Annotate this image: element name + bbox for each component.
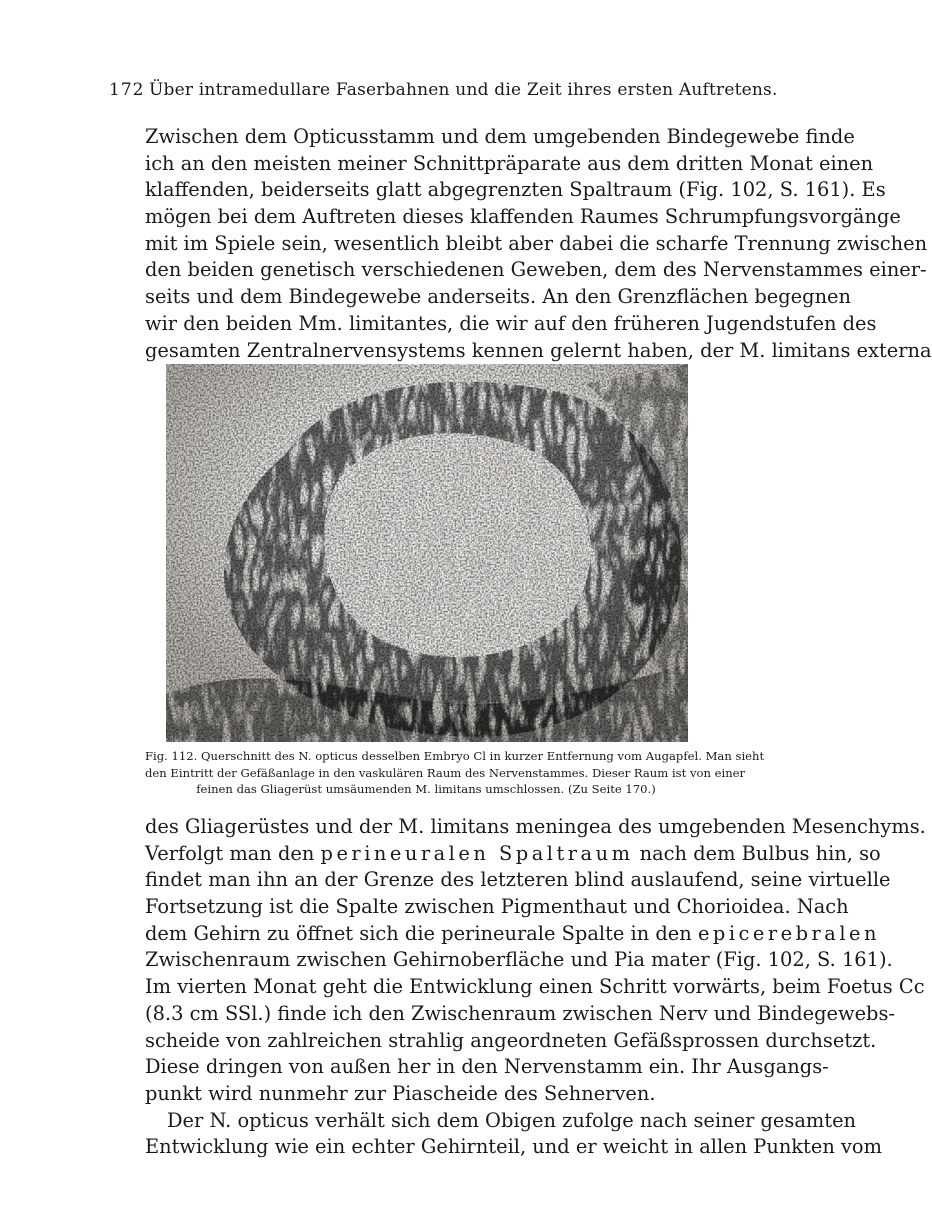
text-line: des Gliagerüstes und der M. limitans meningea des umgebenden Mesenchyms. bbox=[145, 815, 926, 838]
spaced-term: perineuralen Spaltraum bbox=[320, 841, 634, 865]
text-line: Im vierten Monat geht die Entwicklung einen Schritt vorwärts, beim Foetus Cc bbox=[145, 975, 925, 999]
text-line: Zwischen dem Opticusstamm und dem umgebenden Bindegewebe finde bbox=[145, 125, 855, 148]
paragraph-1 bbox=[145, 124, 932, 364]
text-line: mögen bei dem Auftreten dieses klaffenden Raumes Schrumpfungsvorgänge bbox=[145, 205, 901, 229]
caption-line: Fig. 112. Querschnitt des N. opticus desselben Embryo Cl in kurzer Entfernung vom Augapfel. Man sieht bbox=[145, 749, 765, 763]
text-line: Fortsetzung ist die Spalte zwischen Pigmenthaut und Chorioidea. Nach bbox=[145, 895, 849, 919]
text-line bbox=[145, 841, 881, 868]
text-line: gesamten Zentralnervensystems kennen gelernt haben, der M. limitans externa bbox=[145, 338, 932, 362]
caption-line: den Eintritt der Gefäßanlage in den vaskulären Raum des Nervenstammes. Dieser Raum ist von einer bbox=[145, 765, 746, 780]
text-line bbox=[145, 921, 881, 948]
text-line: findet man ihn an der Grenze des letzteren blind auslaufend, seine virtuelle bbox=[145, 868, 891, 892]
text-fragment: dem Gehirn zu öffnet sich die perineurale Spalte in den bbox=[145, 921, 698, 945]
text-line: Zwischenraum zwischen Gehirnoberfläche und Pia mater (Fig. 102, S. 161). bbox=[145, 948, 893, 972]
running-title: Über intramedullare Faserbahnen und die Zeit ihres ersten Auftretens. bbox=[149, 80, 778, 100]
text-fragment: nach dem Bulbus hin, so bbox=[633, 841, 881, 865]
text-line: punkt wird nunmehr zur Piascheide des Sehnerven. bbox=[145, 1081, 656, 1105]
spaced-term: epicerebralen bbox=[697, 921, 881, 945]
text-line: Diese dringen von außen her in den Nervenstamm ein. Ihr Ausgangs- bbox=[145, 1055, 829, 1079]
optic-nerve-cross-section-image bbox=[166, 364, 688, 742]
figure-112-micrograph bbox=[166, 364, 688, 742]
text-line: seits und dem Bindegewebe anderseits. An den Grenzflächen begegnen bbox=[145, 285, 852, 309]
text-line: wir den beiden Mm. limitantes, die wir auf den früheren Jugendstufen des bbox=[145, 311, 877, 335]
text-line: Der N. opticus verhält sich dem Obigen zufolge nach seiner gesamten bbox=[167, 1108, 857, 1132]
paragraph-2 bbox=[145, 814, 926, 1161]
text-line: den beiden genetisch verschiedenen Geweben, dem des Nervenstammes einer- bbox=[145, 258, 927, 282]
caption-line: feinen das Gliagerüst umsäumenden M. limitans umschlossen. (Zu Seite 170.) bbox=[196, 782, 656, 796]
text-line: (8.3 cm SSl.) finde ich den Zwischenraum zwischen Nerv und Bindegewebs- bbox=[145, 1001, 895, 1025]
text-fragment: Verfolgt man den bbox=[145, 841, 321, 865]
text-line: mit im Spiele sein, wesentlich bleibt aber dabei die scharfe Trennung zwischen bbox=[145, 231, 928, 255]
page-number: 172 bbox=[109, 80, 145, 100]
text-line: klaffenden, beiderseits glatt abgegrenzten Spaltraum (Fig. 102, S. 161). Es bbox=[145, 178, 886, 202]
text-line: scheide von zahlreichen strahlig angeordneten Gefäßsprossen durchsetzt. bbox=[145, 1028, 877, 1052]
text-line: ich an den meisten meiner Schnittpräparate aus dem dritten Monat einen bbox=[145, 151, 874, 175]
text-line: Entwicklung wie ein echter Gehirnteil, und er weicht in allen Punkten vom bbox=[145, 1135, 882, 1159]
figure-caption bbox=[145, 748, 765, 798]
running-header bbox=[109, 80, 778, 106]
